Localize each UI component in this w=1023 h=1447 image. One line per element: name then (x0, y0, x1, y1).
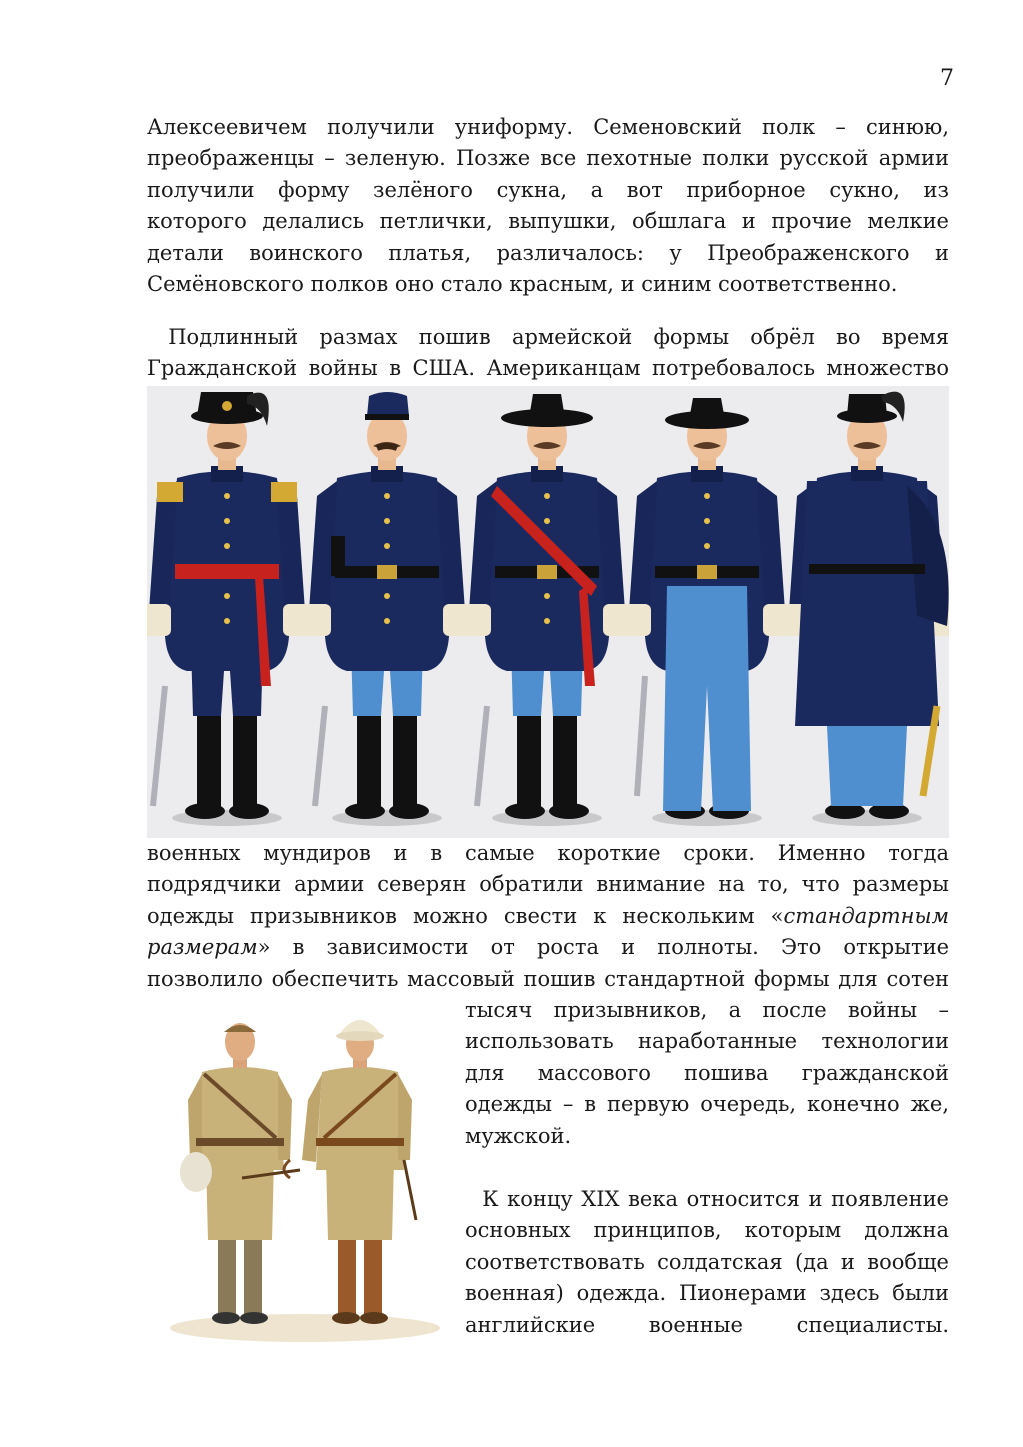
text-line: военных мундиров и в самые короткие сроки. Именно тогда (147, 841, 949, 865)
text-line: одежды – в первую очередь, конечно же, (465, 1092, 949, 1117)
text-line: для массового пошива гражданской (465, 1060, 949, 1085)
paragraph-3 (147, 838, 949, 995)
text-line: мужской. (465, 1123, 572, 1148)
text-line: которого делались петлички, выпушки, обшлага и прочие мелкие (147, 209, 949, 234)
text-line: военная) одежда. Пионерами здесь были (465, 1281, 949, 1306)
british-khaki-uniforms-illustration (160, 1010, 450, 1355)
paragraph-4 (465, 1184, 949, 1341)
text-line: использовать наработанные технологии (465, 1029, 949, 1054)
text-line: соответствовать солдатская (да и вообще (465, 1249, 949, 1274)
text-line: основных принципов, которым должна (465, 1218, 949, 1243)
text-line: детали воинского платья, различалось: у Преображенского и (147, 240, 949, 265)
paragraph-3-continued (465, 995, 949, 1152)
page-number: 7 (940, 66, 954, 91)
text-line: Семёновского полков оно стало красным, и синим соответственно. (147, 272, 898, 297)
text-line (147, 932, 949, 963)
text-fragment: » в зависимости от роста и полноты. Это открытие (257, 935, 949, 960)
text-line: позволило обеспечить массовый пошив стандартной формы для сотен (147, 966, 949, 991)
italic-term: размерам (147, 935, 258, 960)
text-line: подрядчики армии северян обратили внимание на то, что размеры (147, 872, 949, 897)
paragraph-2 (147, 322, 949, 385)
text-line: Подлинный размах пошив армейской формы обрёл во время (147, 325, 949, 349)
paragraph-1 (147, 112, 949, 300)
text-line: английские военные специалисты. (465, 1312, 949, 1337)
text-line (147, 901, 949, 932)
text-line: Алексеевичем получили униформу. Семеновский полк – синюю, (147, 115, 949, 139)
italic-term: стандартным (783, 903, 949, 928)
text-line: Гражданской войны в США. Американцам потребовалось множество (147, 356, 949, 381)
text-line: тысяч призывников, а после войны – (465, 998, 949, 1022)
us-civil-war-uniforms-illustration (147, 386, 949, 838)
text-fragment: одежды призывников можно свести к нескольким « (147, 903, 784, 928)
text-line: получили форму зелёного сукна, а вот приборное сукно, из (147, 177, 949, 202)
text-line: К концу XIX века относится и появление (465, 1187, 949, 1211)
text-line: преображенцы – зеленую. Позже все пехотные полки русской армии (147, 146, 949, 171)
